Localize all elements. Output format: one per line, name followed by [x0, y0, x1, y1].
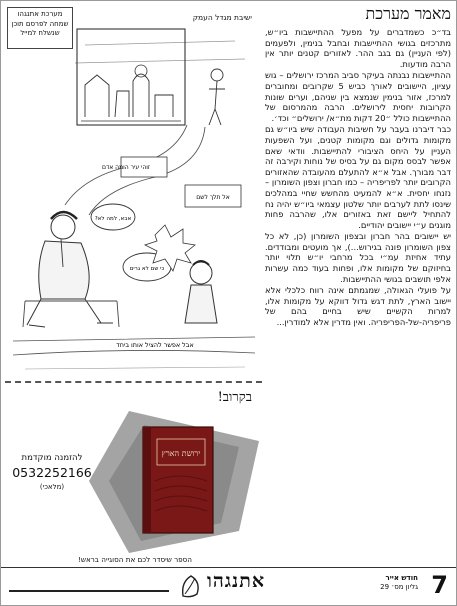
issue-month: חודש אייר: [385, 574, 418, 582]
bottom-caption-text: אבל אפשר להציל אותו ביחד: [116, 341, 194, 349]
masthead: אתנגהו: [207, 570, 266, 592]
corner-note-line: שמחה לפרסם תוכן: [11, 19, 69, 28]
sign-mid-text: אל תלך לשם: [196, 194, 230, 201]
editorial-column: [265, 5, 451, 567]
leaf-logo-icon: [177, 572, 205, 600]
article-paragraph: כבר דיברנו בעבר על חשיבות העבודה שיש ביו״ש גם מקומות גדולים וגם מקומות קטנים, ועל השפעות העניין על היחס הציבורי להתיישבות. וודאי שאם אפשר לבסס מקום גם על בסיס של נוחות וקירבה זה דבר מבורך. אבל א״א להתעלם מהעובדה שהאזורים הקרובים יותר לפריפריה – כמו חברון וצפון השומרון – נזנחו יחסית. א״א להמעיט מהחשש שחיי במהלכים שינסו לתת לערבים יותר שלטון עצמאי ביו״ש יהיה נח להתחיל ליישם זאת באזורים אלו, שהרבה פחות מוגנים ע״י יישובים יהודיים.: [265, 124, 451, 230]
comic-illustration: [5, 5, 262, 377]
corner-note-line: שנשלח למייל: [20, 29, 60, 37]
article-title: מאמר מערכת: [365, 5, 451, 23]
article-paragraph: על פועלי הגאולה, שמגמתם אינה רווח כלכלי אלא יישוב הארץ, לתת דגש גדול דווקא על מקומות אלו, למרות הקשיים שיש בחיים בהם של פריפריה-של-הפריפריה. ואין מדרין אלא למודרין...: [265, 285, 451, 328]
ad-heading: בקרוב!: [217, 390, 252, 405]
book-title: ירושת הארץ: [161, 449, 201, 458]
page-number: 7: [431, 571, 448, 599]
article-paragraph: ההתיישבות נבנתה בעיקר סביב המרכז ירושלים – גוש עציון, היישובים לאורך כביש 5 שקרובים ומחוברים למרכז, אזור בנימין שנמצא בין שניהם, וערים שונות הקרובות יחסית לירושלים. הרבה מהמרסום של ההתיישבות כולל ״20 דקות מת״א/ ירושלים״ וכד׳.: [265, 70, 451, 123]
sign-top-text: זוהי עיר הומה אדם: [102, 164, 150, 171]
issue-info: [380, 574, 418, 592]
book-cover-graphic: [89, 411, 259, 553]
bubble-right-text: כי שם לא גרים: [129, 266, 165, 272]
comic-drawing: [5, 5, 262, 377]
byline: ישיבת מגדל העמק: [192, 13, 252, 22]
bubble-left-text: אבא, למה לא?: [94, 216, 132, 222]
preorder-info: [11, 453, 93, 491]
preorder-phone: 0532252166: [12, 465, 92, 480]
book-advertisement: [5, 381, 262, 569]
corner-note: [7, 7, 73, 49]
preorder-label: להזמנה מוקדמת: [21, 453, 83, 463]
page-footer: [1, 567, 456, 606]
issue-number: גליון מס׳ 29: [380, 583, 418, 591]
ad-caption: הספר שיסדר לכם את הסוגייה בראש!: [77, 555, 193, 564]
article-paragraph: בד״כ כשמדברים על מפעל ההתיישבות ביו״ש, מתרכזים בגושי ההתיישבות ובחבל בנימין, ולפעמים (לפי העניין) גם בגב ההר. לאזורים קטנים יותר אין הרבה מודעות.: [265, 27, 451, 69]
preorder-contact: (מלאכי): [39, 483, 65, 491]
left-column: [5, 5, 262, 567]
footer-rule: [9, 590, 169, 592]
article-paragraph: יש יישובים בהר חברון ובצפון השומרון (כן, לא כל צפון השומרון פונה בגירוש...), אך מועטים ומבודדים. עתיד אחיזת עמ״י בכל מרחבי יו״ש תלוי יותר בחיזוקם של מקומות אלו, ופחות בעוד כמה עשרות אלפי תושבים בגושי ההתיישבות.: [265, 231, 451, 284]
corner-note-line: מערכת אתנגהו: [17, 10, 63, 18]
